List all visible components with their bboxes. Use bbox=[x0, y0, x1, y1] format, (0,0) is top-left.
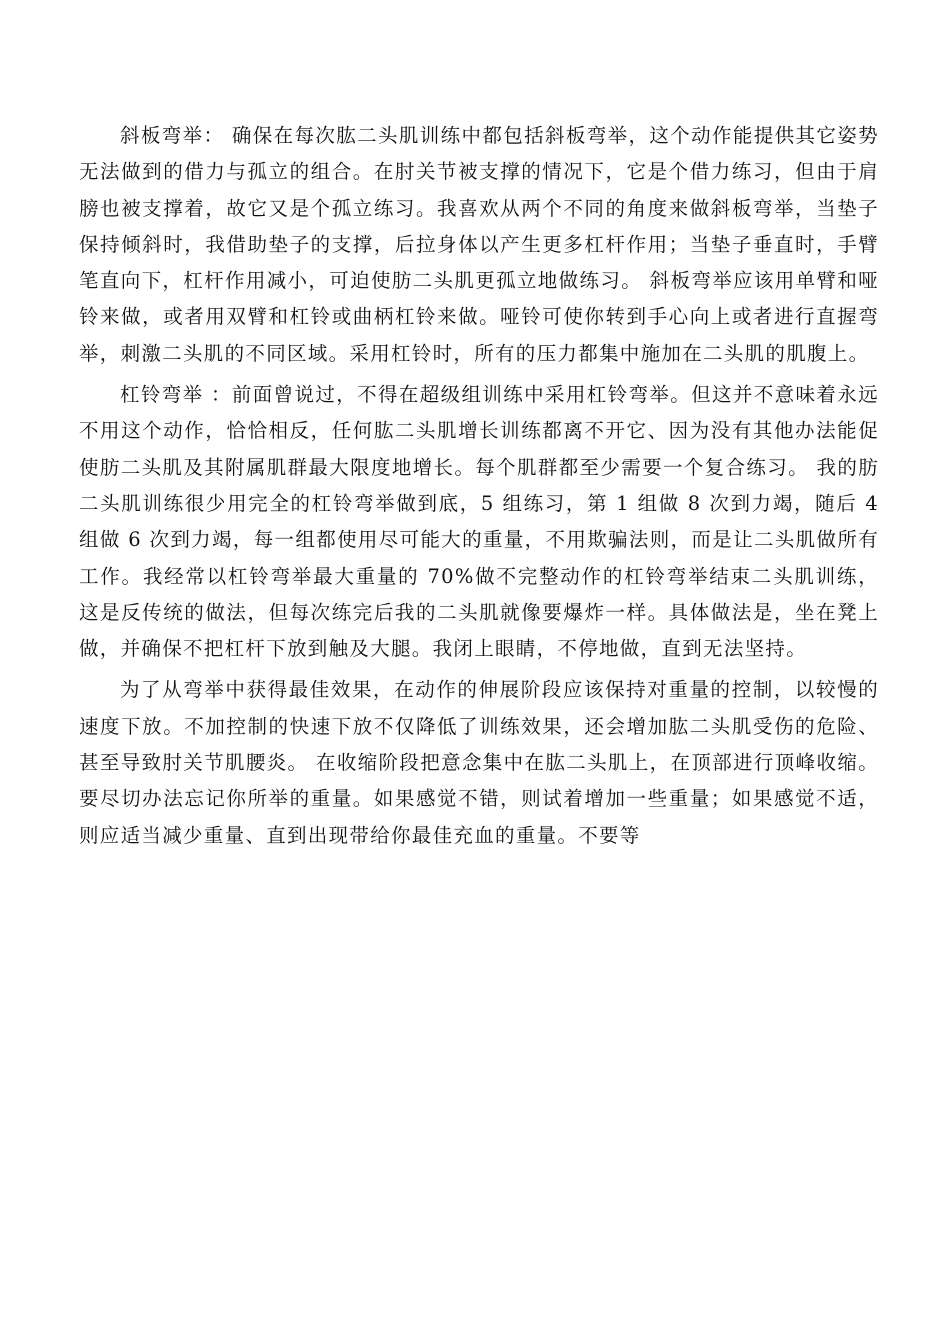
paragraph-incline-curl: 斜板弯举： 确保在每次肱二头肌训练中都包括斜板弯举，这个动作能提供其它姿势无法做到的借力与孤立的组合。在肘关节被支撑的情况下，它是个借力练习，但由于肩膀也被支撑着，故它又是个孤立练习。我喜欢从两个不同的角度来做斜板弯举，当垫子保持倾斜时，我借助垫子的支撑，后拉身体以产生更多杠杆作用；当垫子垂直时，手臂笔直向下，杠杆作用减小，可迫使肪二头肌更孤立地做练习。 斜板弯举应该用单臂和哑铃来做，或者用双臂和杠铃或曲柄杠铃来做。哑铃可使你转到手心向上或者进行直握弯举，刺激二头肌的不同区域。采用杠铃时，所有的压力都集中施加在二头肌的肌腹上。 bbox=[79, 124, 879, 365]
document-body bbox=[79, 118, 879, 854]
paragraph-curl-technique: 为了从弯举中获得最佳效果，在动作的伸展阶段应该保持对重量的控制，以较慢的速度下放。不加控制的快速下放不仅降低了训练效果，还会增加肱二头肌受伤的危险、甚至导致肘关节肌腰炎。 在收缩阶段把意念集中在肱二头肌上，在顶部进行顶峰收缩。要尽切办法忘记你所举的重量。如果感觉不错，则试着增加一些重量；如果感觉不适，则应适当减少重量、直到出现带给你最佳充血的重量。不要等 bbox=[79, 678, 879, 847]
paragraph-barbell-curl: 杠铃弯举 ：前面曾说过，不得在超级组训练中采用杠铃弯举。但这并不意味着永远不用这个动作，恰恰相反，任何肱二头肌增长训练都离不开它、因为没有其他办法能促使肪二头肌及其附属肌群最大限度地增长。每个肌群都至少需要一个复合练习。 我的肪二头肌训练很少用完全的杠铃弯举做到底，5 组练习，第 1 组做 8 次到力竭，随后 4 组做 6 次到力竭，每一组都使用尽可能大的重量，不用欺骗法则，而是让二头肌做所有工作。我经常以杠铃弯举最大重量的 70%做不完整动作的杠铃弯举结束二头肌训练，这是反传统的做法，但每次练完后我的二头肌就像要爆炸一样。具体做法是，坐在凳上做，并确保不把杠杆下放到触及大腿。我闭上眼睛，不停地做，直到无法坚持。 bbox=[79, 383, 879, 661]
